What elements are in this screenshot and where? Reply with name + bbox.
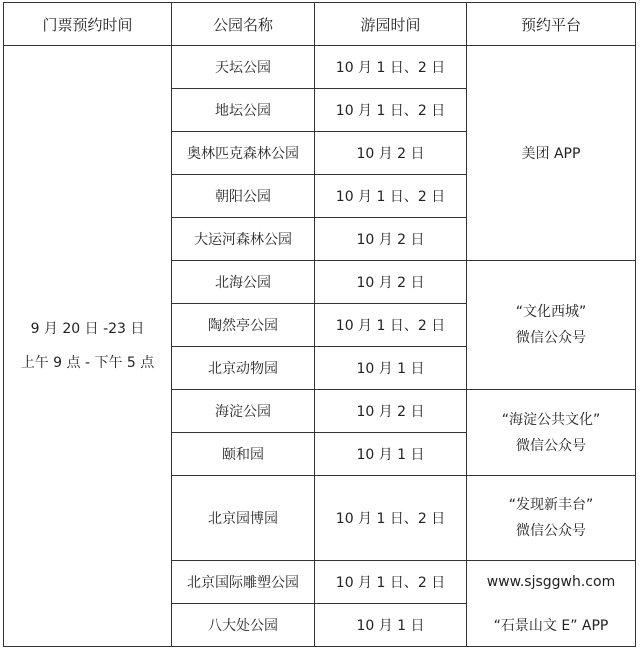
visit-date: 10 月 1 日、2 日	[315, 476, 467, 561]
visit-date: 10 月 2 日	[315, 132, 467, 175]
visit-date: 10 月 2 日	[315, 218, 467, 261]
reservation-date: 9 月 20 日 -23 日	[30, 321, 145, 337]
platform-shijingshan-app: “石景山文 E” APP	[493, 617, 609, 634]
visit-date: 10 月 1 日	[315, 433, 467, 476]
platform-xicheng	[467, 261, 636, 390]
visit-date: 10 月 1 日	[315, 604, 467, 647]
park-name: 北京国际雕塑公园	[172, 561, 315, 604]
park-name: 北海公园	[172, 261, 315, 304]
platform-fengtai-type: 微信公众号	[516, 523, 586, 539]
park-name: 地坛公园	[172, 89, 315, 132]
park-name: 海淀公园	[172, 390, 315, 433]
visit-date: 10 月 1 日	[315, 347, 467, 390]
header-reservation-time: 门票预约时间	[4, 3, 172, 46]
park-name: 大运河森林公园	[172, 218, 315, 261]
table-row	[4, 46, 636, 89]
visit-date: 10 月 1 日、2 日	[315, 89, 467, 132]
visit-date: 10 月 2 日	[315, 390, 467, 433]
park-name: 八大处公园	[172, 604, 315, 647]
visit-date: 10 月 2 日	[315, 261, 467, 304]
visit-date: 10 月 1 日、2 日	[315, 46, 467, 89]
park-name: 陶然亭公园	[172, 304, 315, 347]
platform-meituan: 美团 APP	[467, 46, 636, 261]
platform-haidian-type: 微信公众号	[516, 437, 586, 454]
visit-date: 10 月 1 日、2 日	[315, 561, 467, 604]
platform-shijingshan	[467, 561, 636, 647]
park-name: 北京园博园	[172, 476, 315, 561]
park-name: 颐和园	[172, 433, 315, 476]
visit-date: 10 月 1 日、2 日	[315, 304, 467, 347]
platform-fengtai	[467, 476, 636, 561]
platform-haidian-name: “海淀公共文化”	[501, 411, 601, 428]
reservation-hours: 上午 9 点 - 下午 5 点	[20, 355, 155, 371]
platform-xicheng-type: 微信公众号	[516, 330, 586, 346]
platform-haidian	[467, 390, 636, 476]
park-name: 朝阳公园	[172, 175, 315, 218]
header-park-name: 公园名称	[172, 3, 315, 46]
park-name: 奥林匹克森林公园	[172, 132, 315, 175]
header-row	[4, 3, 636, 46]
reservation-time-cell	[4, 46, 172, 647]
platform-xicheng-name: “文化西城”	[515, 304, 587, 320]
header-platform: 预约平台	[467, 3, 636, 46]
park-name: 北京动物园	[172, 347, 315, 390]
park-reservation-table	[3, 2, 636, 647]
platform-shijingshan-website: www.sjsggwh.com	[486, 573, 616, 590]
visit-date: 10 月 1 日、2 日	[315, 175, 467, 218]
park-name: 天坛公园	[172, 46, 315, 89]
header-visit-time: 游园时间	[315, 3, 467, 46]
platform-fengtai-name: “发现新丰台”	[508, 497, 594, 513]
